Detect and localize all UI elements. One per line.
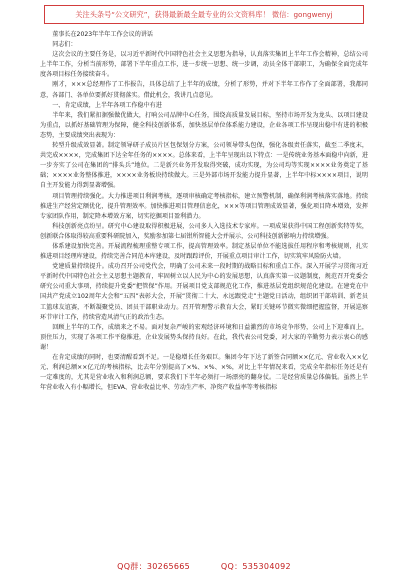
document-title: 董事长在2023年半年工作会议的讲话 bbox=[52, 31, 154, 38]
section-heading: 一、肯定成绩，上半年各项工作稳中有进 bbox=[52, 101, 162, 109]
header-banner-text: 关注头条号“公文研究”，获得最新最全最专业的公文资料库！ 微信：gongwenyj bbox=[75, 10, 333, 19]
greeting: 同志们： bbox=[52, 41, 77, 49]
paragraph: 刚才，×××总经理作了工作报告，具体总结了上半年的成绩，分析了形势，并对下半年工作作了全面部署，我都同意，各部门、各单位要抓好贯彻落实。借此机会，我讲几点意见。 bbox=[40, 81, 368, 99]
paragraph: 体系建设加快完善。开展流程梳理重整专项工作，提高管理效率。制定基层单位不能选拔任用程序和考核规则，扎实推进项目经理库建设，持续完善合同范本库建设，及时跟踪评价，开展重点项目审计工作，切实筑牢风险防火墙。 bbox=[40, 242, 368, 261]
paragraph: 回顾上半年的工作，成绩来之不易。面对复杂严峻的宏观经济环境和日益激烈的市场竞争形势，公司上下迎难而上，顶住压力，实现了各项工作平稳推进，企业发展势头保持良好。在此，我代表公司党委，对大家的辛勤努力表示衷心的感谢！ bbox=[40, 323, 368, 351]
paragraph: 这次会议的主要任务是，以习近平新时代中国特色社会主义思想为指导，认真落实集团上半年工作会精神，总结公司上半年工作，分析当前形势，部署下半年重点工作，进一步统一思想、统一步调，动员全体干部职工，为确保全面完成年度各项目标任务接续奋斗。 bbox=[40, 51, 368, 79]
paragraph: 项目管理持续强化。大力推进项目利润考核，逐项审核确定考核指标，建立预警机制，确保利润考核落实落地。持续推进生产经营定额优化，提升管理效率。加快推进项目管理信息化，×××等项目管理成效显著，强化项目降本增效，发挥专家团队作用，制定降本增效方案，切实挖掘项目盈利潜力。 bbox=[40, 192, 368, 220]
paragraph: 在肯定成绩的同时，也要清醒看到不足。一是稳增长任务艰巨。集团今年下达了新签合同额××亿元、营业收入××亿元、利润总额××亿元的考核指标，比去年分别提高了×%、×%、×%，对比上半年情况来看，完成全年指标任务还是有一定难度的，尤其是营业收入和利润总额，要求我们下半年必须打一场漂亮的翻身仗。二是经营质量总体偏低。虽然上半年营业收入有小幅增长，但EVA、营业收益比率、劳动生产率、净资产收益率等考核指标 bbox=[40, 354, 368, 392]
footer-qq: QQ：535304092 bbox=[220, 562, 291, 571]
paragraph: 科技创新亮点纷呈。研究中心建设取得积极进展，公司多人入选技术专家库。一项成果获得中国工程创新奖特等奖，创新联合体取得较高重要科研院加入，奖励参加第七届钳所智能大会并展示，公司科技创新影响力持续增强。 bbox=[40, 222, 368, 240]
footer-contact bbox=[0, 561, 408, 572]
paragraph: 转型升级成效显著。制定领导研子成员片区包保划分方案，公司领导带头包保，强化各级责任落实，截至二季度末，共完成××××，完成集团下达全年任务的××××。总体来看，上半年呈现出以下特点：一是传统业务基本面稳中向新，进一步夯实了公司在集团的“排头兵”地位。二是新兴业务开发取得突破，成功实现，为公司均等实现××××业务奠定了基础；××××业务整体推进，××××业务板块持续做大。三是外部市场开发能力提升显著，上半年中标××××项目，说明自主开发能力得到显著增强。 bbox=[40, 142, 368, 190]
footer-qq-group: QQ群：30265665 bbox=[117, 562, 191, 571]
header-banner bbox=[44, 5, 364, 24]
paragraph: 党建质量持续提升。成功召开公司党代会，明确了公司未来一段时期的战略目标和重点工作。深入开展学习贯彻习近平新时代中国特色社会主义思想主题教育，牢固树立以人民为中心的发展思想，认真落实第一议题制度，规范召开党委会研究公司重大事项，持续提升党委“把管保”作用。开展项目党支部规范化工作，推进基层党组织规范化建设。在建党在中国共产党成立102周年大会和“五四”表彰大会，开展“贯彻二十大、永远跟党走”主题党日活动，组织团干部培训、新老员工篮球友谊赛，不断凝聚党员、团员干部职业动力。召开管理警示教育大会，紧盯关键环节微实微细把握监督，开展巡察环节审计工作，持续营造风清气正的政治生态。 bbox=[40, 263, 368, 321]
paragraph: 半年来，我们紧扣据强做优做大，打响公司品牌中心任务，围绕高质量发展目标，坚持市场开发为龙头、以项目建设为重点，以抓好基础管理为保障，健全科技创新体系，加快基层单位体系能力建设，企业各项工作呈现出稳中有进的积极态势，主要成绩突出表现为： bbox=[40, 111, 368, 139]
document-body bbox=[40, 30, 368, 393]
